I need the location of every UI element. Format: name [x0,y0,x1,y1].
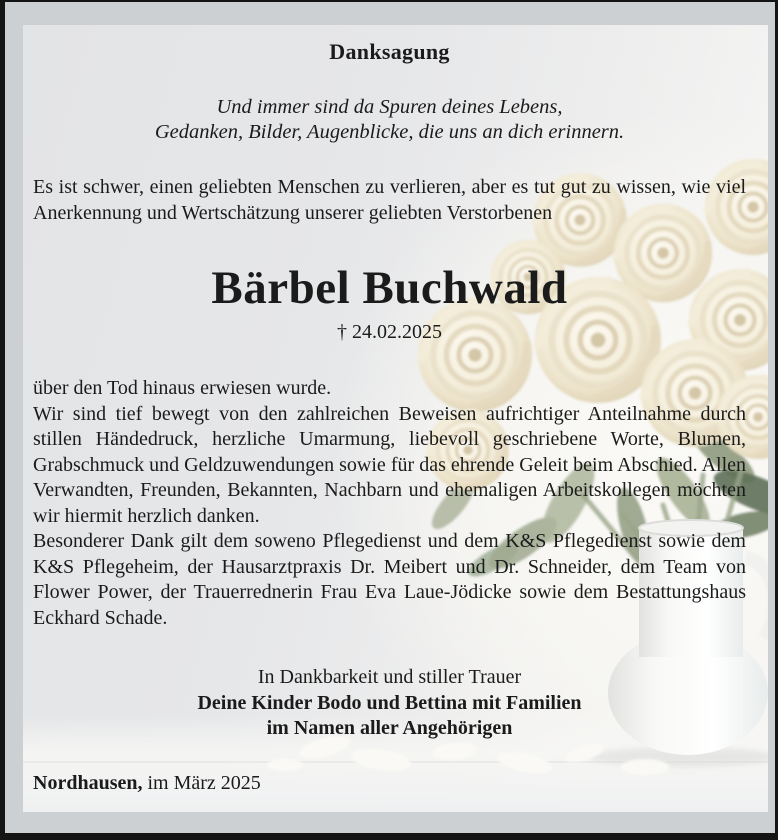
date-text: im März 2025 [142,772,261,794]
death-date: † 24.02.2025 [337,321,442,343]
closing-block [33,665,746,742]
intro-paragraph: Es ist schwer, einen geliebten Menschen zu verlieren, aber es tut gut zu wissen, wie viel Anerkennung und Wertschätzung unserer geliebten Verstorbenen [33,176,746,224]
obituary-card [23,25,768,812]
special-thanks-paragraph: Besonderer Dank gilt dem soweno Pflegedienst und dem K&S Pflegedienst sowie dem K&S Pflegeheim, der Hausarztpraxis Dr. Meibert und Dr. Schneider, dem Team von Flower Power, der Trauerrednerin Frau Eva Laue-Jödicke sowie dem Bestattungshaus Eckhard Schade. [33,530,746,629]
closing-line-family: Deine Kinder Bodo und Bettina mit Familien [197,691,582,714]
closing-line-mourning: In Dankbarkeit und stiller Trauer [257,666,522,688]
continuation-line: über den Tod hinaus erwiesen wurde. [33,377,332,399]
epigraph-line-1: Und immer sind da Spuren deines Lebens, [216,96,563,118]
closing-line-relatives: im Namen aller Angehörigen [266,717,513,739]
deceased-name: Bärbel Buchwald [211,262,568,314]
notice-text [23,25,768,812]
card-mat [5,2,775,833]
notice-title: Danksagung [329,39,450,64]
epigraph [33,95,746,145]
place-date-line [33,770,746,796]
epigraph-line-2: Gedanken, Bilder, Augenblicke, die uns an dich erinnern. [154,121,625,143]
thanks-block [33,376,746,631]
place-name: Nordhausen, [33,772,143,794]
thanks-paragraph: Wir sind tief bewegt von den zahlreichen Beweisen aufrichtiger Anteilnahme durch stillen Händedruck, herzliche Umarmung, liebevoll geschriebene Worte, Blumen, Grabschmuck und Geldzuwendungen sowie für das ehrende Geleit beim Abschied. Allen Verwandten, Freunden, Bekannten, Nachbarn und ehemaligen Arbeitskollegen möchten wir hiermit herzlich danken. [33,402,746,527]
